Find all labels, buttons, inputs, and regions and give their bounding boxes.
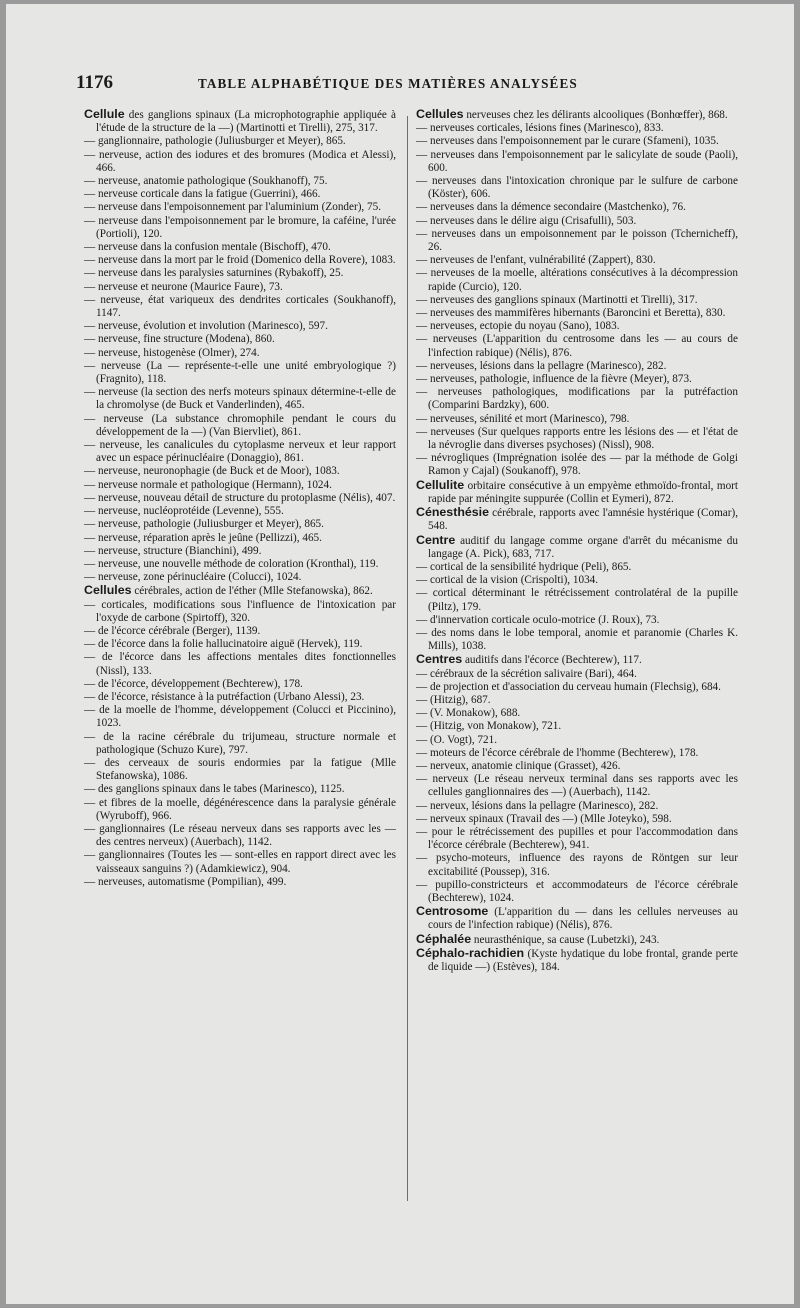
index-entry xyxy=(84,823,396,849)
entry-text: — nerveuse, évolution et involution (Marinesco), 597. xyxy=(84,320,328,333)
index-entry xyxy=(84,558,396,571)
index-entry xyxy=(84,281,396,294)
index-entry xyxy=(416,201,738,214)
page-header xyxy=(76,72,736,96)
entry-text: — nerveuse corticale dans la fatigue (Guerrini), 466. xyxy=(84,188,321,201)
index-entry xyxy=(416,386,738,412)
entry-text: — de l'écorce, résistance à la putréfaction (Urbano Alessi), 23. xyxy=(84,690,365,703)
index-entry xyxy=(84,545,396,558)
index-entry xyxy=(84,704,396,730)
entry-text: — nerveuses dans l'empoisonnement par le curare (Sfameni), 1035. xyxy=(416,135,719,148)
entry-text: — nerveuses des mammifères hibernants (Baroncini et Beretta), 830. xyxy=(416,307,726,320)
index-column-right xyxy=(416,108,738,974)
index-entry xyxy=(84,320,396,333)
index-entry xyxy=(416,122,738,135)
entry-headword: Cellules xyxy=(416,107,464,121)
index-entry xyxy=(416,668,738,681)
entry-headword: Centrosome xyxy=(416,904,489,919)
entry-headword: Cellules xyxy=(84,583,132,598)
index-entry xyxy=(416,108,738,122)
entry-text: — cortical de la sensibilité hydrique (Peli), 865. xyxy=(416,560,632,573)
index-entry xyxy=(84,849,396,875)
index-entry xyxy=(416,614,738,627)
entry-text: — des noms dans le lobe temporal, anomie et paranomie (Charles K. Mills), 1038. xyxy=(416,626,738,653)
index-entry xyxy=(84,333,396,346)
entry-text: — (V. Monakow), 688. xyxy=(416,707,521,720)
entry-text: — des ganglions spinaux dans le tabes (Marinesco), 1125. xyxy=(84,783,345,796)
index-entry xyxy=(84,599,396,625)
entry-text: — nerveuses de l'enfant, vulnérabilité (Zappert), 830. xyxy=(416,254,656,267)
entry-text: — nerveuse (La substance chromophile pendant le cours du développement de la —) (Van Biervliet), 861. xyxy=(84,412,396,438)
index-entry xyxy=(416,215,738,228)
entry-text: auditif du langage comme organe d'arrêt du mécanisme du langage (A. Pick), 683, 717. xyxy=(428,534,738,560)
index-entry xyxy=(84,465,396,478)
entry-text: — nerveuse (La — représente-t-elle une unité embryologique ?) (Fragnito), 118. xyxy=(84,359,396,386)
index-entry xyxy=(84,108,396,135)
index-entry xyxy=(84,876,396,889)
entry-text: — nerveux, anatomie clinique (Grasset), 426. xyxy=(416,759,621,772)
entry-text: — nerveuses, ectopie du noyau (Sano), 1083. xyxy=(416,320,620,333)
index-entry xyxy=(416,452,738,478)
index-entry xyxy=(416,426,738,452)
index-entry xyxy=(416,320,738,333)
column-divider xyxy=(407,116,408,1201)
entry-headword: Cellule xyxy=(84,107,125,121)
index-entry xyxy=(416,905,738,932)
index-entry xyxy=(416,707,738,720)
entry-text: — nerveuse, nucléoprotéide (Levenne), 555. xyxy=(84,505,284,518)
entry-text: — (O. Vogt), 721. xyxy=(416,733,498,746)
entry-text: — nerveuses, sénilité et mort (Marinesco), 798. xyxy=(416,412,630,425)
book-page xyxy=(6,4,794,1304)
index-entry xyxy=(84,651,396,677)
entry-text: — cérébraux de la sécrétion salivaire (Bari), 464. xyxy=(416,667,637,680)
index-entry xyxy=(84,413,396,439)
entry-text: nerveuses chez les délirants alcooliques (Bonhœffer), 868. xyxy=(463,109,728,121)
entry-headword: Cellulite xyxy=(416,477,465,492)
entry-text: — nerveuse, une nouvelle méthode de coloration (Kronthal), 119. xyxy=(84,557,379,570)
index-entry xyxy=(84,215,396,241)
index-entry xyxy=(416,587,738,613)
entry-text: — cortical de la vision (Crispolti), 1034. xyxy=(416,574,599,587)
entry-text: neurasthénique, sa cause (Lubetzki), 243. xyxy=(471,933,660,946)
entry-text: — nerveuses de la moelle, altérations consécutives à la décompression rapide (Curcio), 120. xyxy=(416,267,738,293)
entry-headword: Centres xyxy=(416,652,463,667)
index-entry xyxy=(416,135,738,148)
index-entry xyxy=(416,307,738,320)
entry-text: (Kyste hydatique du lobe frontal, grande perte de liquide —) (Estèves), 184. xyxy=(428,947,738,973)
index-entry xyxy=(416,760,738,773)
index-entry xyxy=(416,479,738,506)
index-entry xyxy=(84,241,396,254)
index-entry xyxy=(84,294,396,320)
entry-text: — nerveuse normale et pathologique (Hermann), 1024. xyxy=(84,478,332,491)
index-entry xyxy=(84,783,396,796)
entry-text: — de projection et d'association du cerveau humain (Flechsig), 684. xyxy=(416,680,721,693)
index-entry xyxy=(416,294,738,307)
entry-text: — nerveuses dans un empoisonnement par le poisson (Tchernicheff), 26. xyxy=(416,227,738,254)
entry-text: — nerveuses, lésions dans la pellagre (Marinesco), 282. xyxy=(416,359,667,372)
entry-text: — (Hitzig, von Monakow), 721. xyxy=(416,720,562,733)
index-entry xyxy=(416,879,738,905)
index-column-left xyxy=(84,108,396,889)
entry-headword: Céphalée xyxy=(416,931,472,946)
index-entry xyxy=(416,933,738,947)
entry-text: — nerveuse, neuronophagie (de Buck et de Moor), 1083. xyxy=(84,465,340,478)
entry-headword: Centre xyxy=(416,532,456,547)
index-entry xyxy=(416,947,738,974)
entry-text: — nerveuse et neurone (Maurice Faure), 73. xyxy=(84,280,283,293)
index-entry xyxy=(84,386,396,412)
index-entry xyxy=(416,149,738,175)
index-entry xyxy=(84,678,396,691)
index-entry xyxy=(416,694,738,707)
index-entry xyxy=(416,574,738,587)
index-entry xyxy=(84,638,396,651)
entry-headword: Cénesthésie xyxy=(416,505,490,520)
index-entry xyxy=(84,505,396,518)
entry-text: — de la moelle de l'homme, développement (Colucci et Piccinino), 1023. xyxy=(84,704,396,730)
entry-text: — nerveuse, réparation après le jeûne (Pellizzi), 465. xyxy=(84,531,322,544)
index-entry xyxy=(416,373,738,386)
index-entry xyxy=(84,201,396,214)
index-entry xyxy=(84,347,396,360)
index-entry xyxy=(416,506,738,533)
entry-text: — de l'écorce dans la folie hallucinatoire aiguë (Hervek), 119. xyxy=(84,638,363,651)
entry-text: — ganglionnaires (Le réseau nerveux dans ses rapports avec les — des centres nerveux) (Auerbach), 1142. xyxy=(84,822,396,849)
index-entry xyxy=(416,627,738,653)
entry-text: — nerveuse, structure (Bianchini), 499. xyxy=(84,544,262,557)
entry-text: — nerveuse, nouveau détail de structure du protoplasme (Nélis), 407. xyxy=(84,491,396,504)
index-entry xyxy=(416,800,738,813)
index-entry xyxy=(416,734,738,747)
index-entry xyxy=(84,439,396,465)
running-title: TABLE ALPHABÉTIQUE DES MATIÈRES ANALYSÉES xyxy=(198,76,578,91)
index-entry xyxy=(84,360,396,386)
entry-text: — pupillo-constricteurs et accommodateurs de l'écorce cérébrale (Bechterew), 1024. xyxy=(416,878,738,904)
entry-text: — nerveuses (L'apparition du centrosome dans les — au cours de l'infection rabique) (Nélis), 876. xyxy=(416,333,738,359)
entry-text: — nerveuses pathologiques, modifications par la putréfaction (Comparini Bardzky), 600. xyxy=(416,386,738,412)
index-entry xyxy=(416,360,738,373)
entry-text: — ganglionnaire, pathologie (Juliusburger et Meyer), 865. xyxy=(84,135,346,148)
entry-text: — nerveuses, pathologie, influence de la fièvre (Meyer), 873. xyxy=(416,373,692,386)
entry-text: — nerveuse, pathologie (Juliusburger et Meyer), 865. xyxy=(84,518,324,531)
entry-text: cérébrales, action de l'éther (Mlle Stefanowska), 862. xyxy=(131,585,373,598)
entry-text: — ganglionnaires (Toutes les — sont-elles en rapport direct avec les vaisseaux sanguins ?) (Adamkiewicz), 904. xyxy=(84,849,396,875)
index-entry xyxy=(416,413,738,426)
index-entry xyxy=(416,681,738,694)
index-entry xyxy=(84,518,396,531)
entry-text: auditifs dans l'écorce (Bechterew), 117. xyxy=(462,654,642,667)
index-entry xyxy=(416,534,738,561)
entry-text: — nerveuse, histogenèse (Olmer), 274. xyxy=(84,346,260,359)
entry-text: — nerveuse dans l'empoisonnement par le bromure, la caféine, l'urée (Portioli), 120. xyxy=(84,214,396,240)
entry-text: — de l'écorce dans les affections mentales dites fonctionnelles (Nissl), 133. xyxy=(84,651,396,677)
entry-headword: Céphalo-rachidien xyxy=(416,945,525,960)
entry-text: — nerveuses dans l'empoisonnement par le salicylate de soude (Paoli), 600. xyxy=(416,148,738,174)
entry-text: — nerveuse dans la mort par le froid (Domenico della Rovere), 1083. xyxy=(84,254,396,267)
index-entry xyxy=(416,254,738,267)
index-entry xyxy=(84,175,396,188)
index-entry xyxy=(84,267,396,280)
index-entry xyxy=(416,175,738,201)
index-entry xyxy=(84,797,396,823)
index-entry xyxy=(416,720,738,733)
index-entry xyxy=(416,773,738,799)
index-entry xyxy=(84,149,396,175)
entry-text: — nerveuse dans la confusion mentale (Bischoff), 470. xyxy=(84,241,331,254)
page-number: 1176 xyxy=(76,72,113,93)
entry-text: orbitaire consécutive à un empyème ethmoïdo-frontal, mort rapide par méningite suppurée (Collin et Eymeri), 872. xyxy=(428,479,738,505)
index-entry xyxy=(416,267,738,293)
entry-text: — cortical déterminant le rétrécissement controlatéral de la pupille (Piltz), 179. xyxy=(416,587,738,613)
entry-text: — nerveux, lésions dans la pellagre (Marinesco), 282. xyxy=(416,799,659,812)
index-entry xyxy=(416,561,738,574)
entry-text: — nerveuse, anatomie pathologique (Soukhanoff), 75. xyxy=(84,175,328,188)
entry-text: — nerveuses dans la démence secondaire (Mastchenko), 76. xyxy=(416,201,686,214)
entry-text: — de l'écorce cérébrale (Berger), 1139. xyxy=(84,624,261,637)
entry-text: — nerveuses (Sur quelques rapports entre les lésions des — et l'état de la névroglie dans diverses psychoses) (Nissl), 908. xyxy=(416,425,738,452)
entry-text: — et fibres de la moelle, dégénérescence dans la paralysie générale (Wyruboff), 966. xyxy=(84,796,396,822)
entry-text: — corticales, modifications sous l'influence de l'intoxication par l'oxyde de carbone (Spirtoff), 320. xyxy=(84,598,396,624)
index-entry xyxy=(84,254,396,267)
entry-text: — nerveuse (la section des nerfs moteurs spinaux détermine-t-elle de la chromolyse (de Buck et Vanderlinden), 465. xyxy=(84,386,396,412)
entry-text: — nerveuses corticales, lésions fines (Marinesco), 833. xyxy=(416,122,664,135)
index-entry xyxy=(416,653,738,667)
entry-text: (L'apparition du — dans les cellules nerveuses au cours de l'infection rabique) (Nélis), 876. xyxy=(428,906,738,932)
index-entry xyxy=(416,747,738,760)
entry-text: — de la racine cérébrale du trijumeau, structure normale et pathologique (Schuzo Kure), 797. xyxy=(84,730,396,756)
entry-text: — d'innervation corticale oculo-motrice (J. Roux), 73. xyxy=(416,613,660,626)
index-entry xyxy=(84,135,396,148)
entry-text: — nerveuse, les canalicules du cytoplasme nerveux et leur rapport avec un espace périnucléaire (Donaggio), 861. xyxy=(84,439,396,465)
entry-text: — nerveuses dans l'intoxication chronique par le sulfure de carbone (Köster), 606. xyxy=(416,175,738,201)
index-entry xyxy=(84,757,396,783)
entry-text: — des cerveaux de souris endormies par la fatigue (Mlle Stefanowska), 1086. xyxy=(84,756,396,783)
index-entry xyxy=(416,826,738,852)
entry-text: — nerveuses dans le délire aigu (Crisafulli), 503. xyxy=(416,214,637,227)
index-entry xyxy=(84,532,396,545)
entry-text: — nerveux (Le réseau nerveux terminal dans ses rapports avec les cellules ganglionnaires des —) (Auerbach), 1142. xyxy=(416,773,738,799)
index-entry xyxy=(416,852,738,878)
index-entry xyxy=(416,333,738,359)
entry-text: — nerveuse, état variqueux des dendrites corticales (Soukhanoff), 1147. xyxy=(84,293,396,320)
index-entry xyxy=(84,584,396,598)
entry-text: — nerveuse, fine structure (Modena), 860. xyxy=(84,333,275,346)
entry-text: cérébrale, rapports avec l'amnésie hystérique (Comar), 548. xyxy=(428,507,738,533)
entry-text: des ganglions spinaux (La microphotographie appliquée à l'étude de la structure de la —) (Martinotti et Tirelli), 275, 317. xyxy=(96,109,396,135)
entry-text: — psycho-moteurs, influence des rayons de Röntgen sur leur excitabilité (Poussep), 316. xyxy=(416,852,738,878)
entry-text: — moteurs de l'écorce cérébrale de l'homme (Bechterew), 178. xyxy=(416,746,699,759)
index-entry xyxy=(84,625,396,638)
index-entry xyxy=(84,479,396,492)
index-entry xyxy=(84,188,396,201)
entry-text: — nerveuse dans les paralysies saturnines (Rybakoff), 25. xyxy=(84,267,344,280)
index-entry xyxy=(84,731,396,757)
entry-text: — nerveuses, automatisme (Pompilian), 499. xyxy=(84,875,287,888)
entry-text: — névrogliques (Imprégnation isolée des — par la méthode de Golgi Ramon y Cajal) (Soukanoff), 978. xyxy=(416,452,738,478)
entry-text: — nerveuses des ganglions spinaux (Martinotti et Tirelli), 317. xyxy=(416,293,698,306)
entry-text: — nerveuse, zone périnucléaire (Colucci), 1024. xyxy=(84,571,302,584)
index-entry xyxy=(416,228,738,254)
entry-text: — de l'écorce, développement (Bechterew), 178. xyxy=(84,677,303,690)
index-entry xyxy=(416,813,738,826)
entry-text: — nerveux spinaux (Travail des —) (Mlle Joteyko), 598. xyxy=(416,812,672,825)
entry-text: — nerveuse, action des iodures et des bromures (Modica et Alessi), 466. xyxy=(84,148,396,174)
index-entry xyxy=(84,492,396,505)
entry-text: — (Hitzig), 687. xyxy=(416,693,491,706)
entry-text: — nerveuse dans l'empoisonnement par l'aluminium (Zonder), 75. xyxy=(84,201,382,214)
entry-text: — pour le rétrécissement des pupilles et pour l'accommodation dans l'écorce cérébrale (Bechterew), 941. xyxy=(416,825,738,852)
index-entry xyxy=(84,691,396,704)
